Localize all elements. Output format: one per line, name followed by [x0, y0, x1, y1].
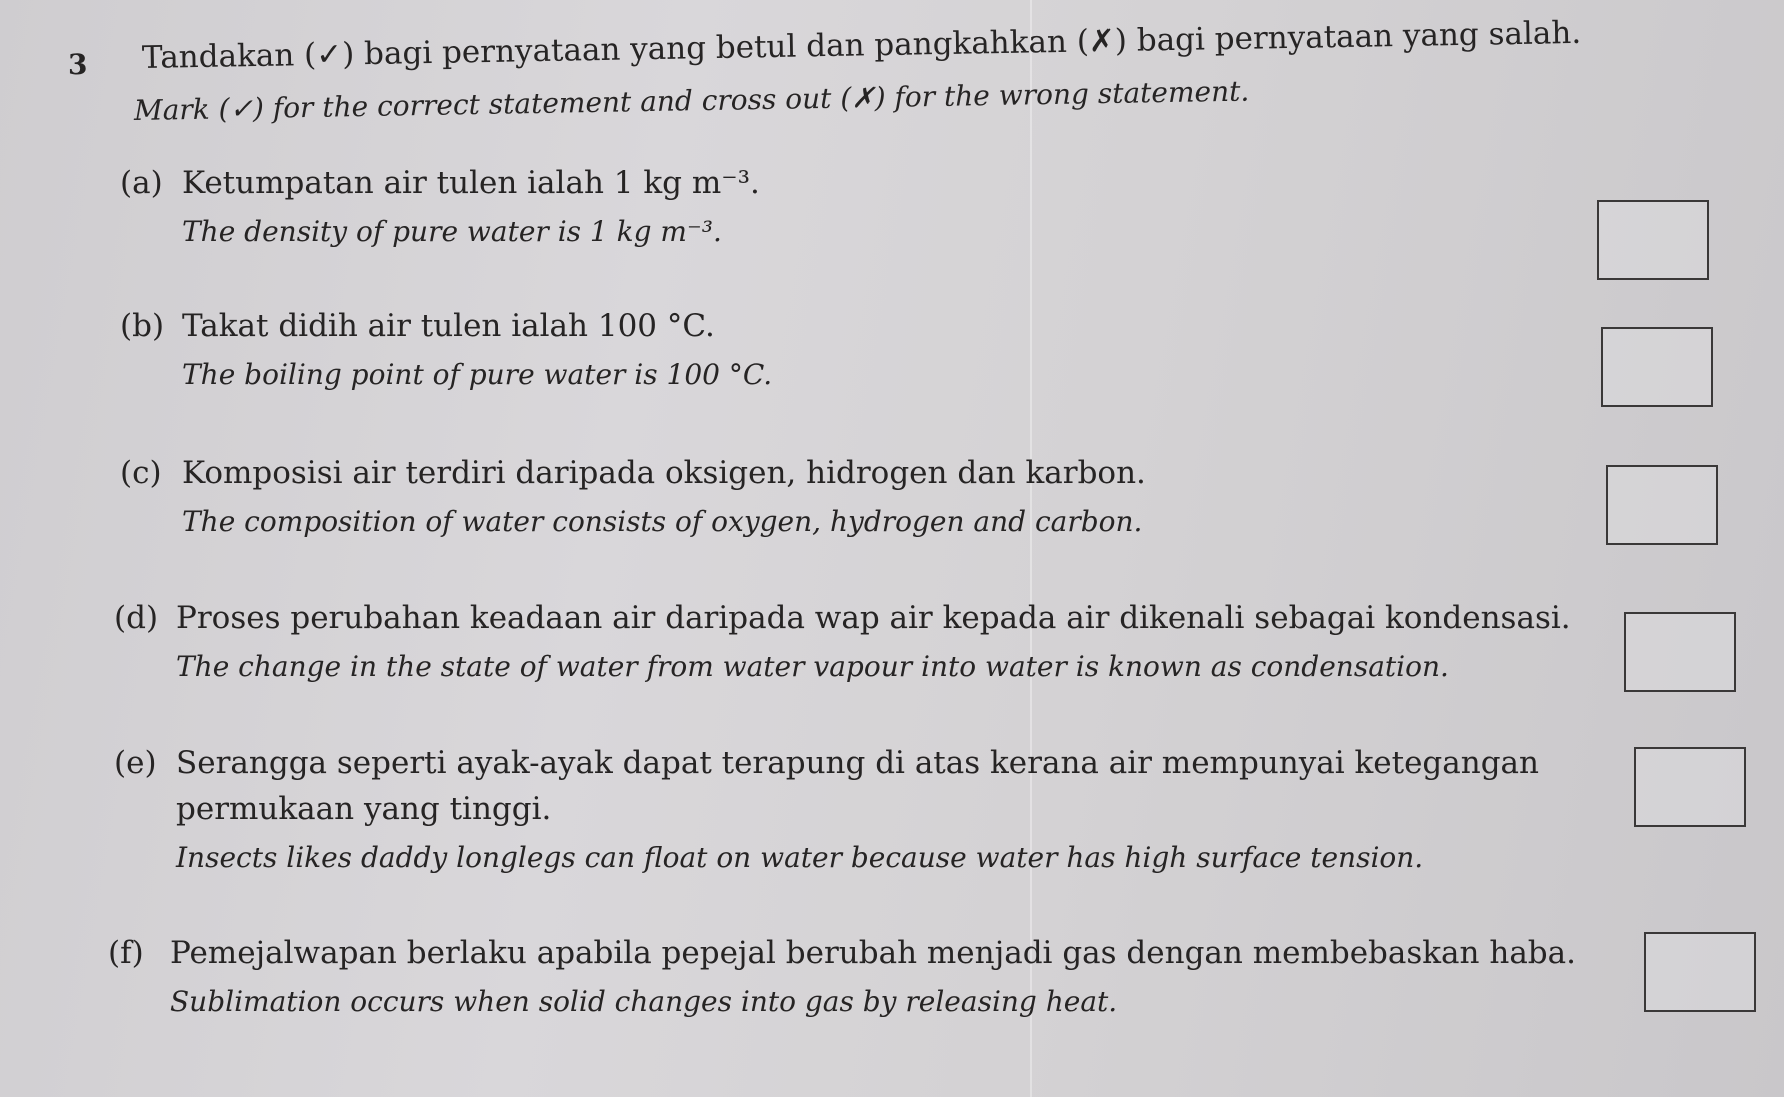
statement-f — [108, 935, 1576, 1018]
answer-box-f[interactable] — [1644, 932, 1756, 1012]
statement-a — [120, 165, 760, 248]
statement-malay: Proses perubahan keadaan air daripada wap air kepada air dikenali sebagai kondensasi. — [176, 600, 1571, 636]
statement-e — [114, 745, 1539, 874]
statement-malay: Takat didih air tulen ialah 100 °C. — [182, 308, 715, 344]
statement-label: (c) — [120, 455, 162, 491]
instruction-malay: Tandakan (✓) bagi pernyataan yang betul dan pangkahkan (✗) bagi pernyataan yang salah. — [141, 14, 1582, 76]
statement-label: (e) — [114, 745, 157, 781]
statement-english: The density of pure water is 1 kg m⁻³. — [182, 215, 722, 248]
answer-box-e[interactable] — [1634, 747, 1746, 827]
answer-box-b[interactable] — [1601, 327, 1713, 407]
statement-malay: Komposisi air terdiri daripada oksigen, hidrogen dan karbon. — [182, 455, 1146, 491]
statement-malay: Serangga seperti ayak-ayak dapat terapung di atas kerana air mempunyai ketegangan — [176, 745, 1540, 781]
answer-box-d[interactable] — [1624, 612, 1736, 692]
statement-label: (a) — [120, 165, 163, 201]
answer-box-a[interactable] — [1597, 200, 1709, 280]
statement-english: The change in the state of water from water vapour into water is known as condensation. — [176, 650, 1449, 683]
statement-malay: Ketumpatan air tulen ialah 1 kg m⁻³. — [182, 165, 760, 201]
paper-fold — [1030, 0, 1032, 1097]
statement-malay: Pemejalwapan berlaku apabila pepejal berubah menjadi gas dengan membebaskan haba. — [170, 935, 1576, 971]
statement-label: (f) — [108, 935, 144, 971]
statement-b — [120, 308, 772, 391]
statement-english: The boiling point of pure water is 100 °C. — [182, 358, 773, 391]
answer-box-c[interactable] — [1606, 465, 1718, 545]
question-number: 3 — [68, 48, 88, 81]
statement-malay-cont: permukaan yang tinggi. — [176, 791, 552, 827]
statement-english: The composition of water consists of oxygen, hydrogen and carbon. — [182, 505, 1143, 538]
statement-d — [114, 600, 1571, 683]
statement-english: Insects likes daddy longlegs can float on water because water has high surface tension. — [176, 841, 1424, 874]
statement-c — [120, 455, 1146, 538]
statement-english: Sublimation occurs when solid changes into gas by releasing heat. — [170, 985, 1118, 1018]
statement-label: (b) — [120, 308, 165, 344]
statement-label: (d) — [114, 600, 159, 636]
instruction-english: Mark (✓) for the correct statement and cross out (✗) for the wrong statement. — [133, 74, 1250, 127]
